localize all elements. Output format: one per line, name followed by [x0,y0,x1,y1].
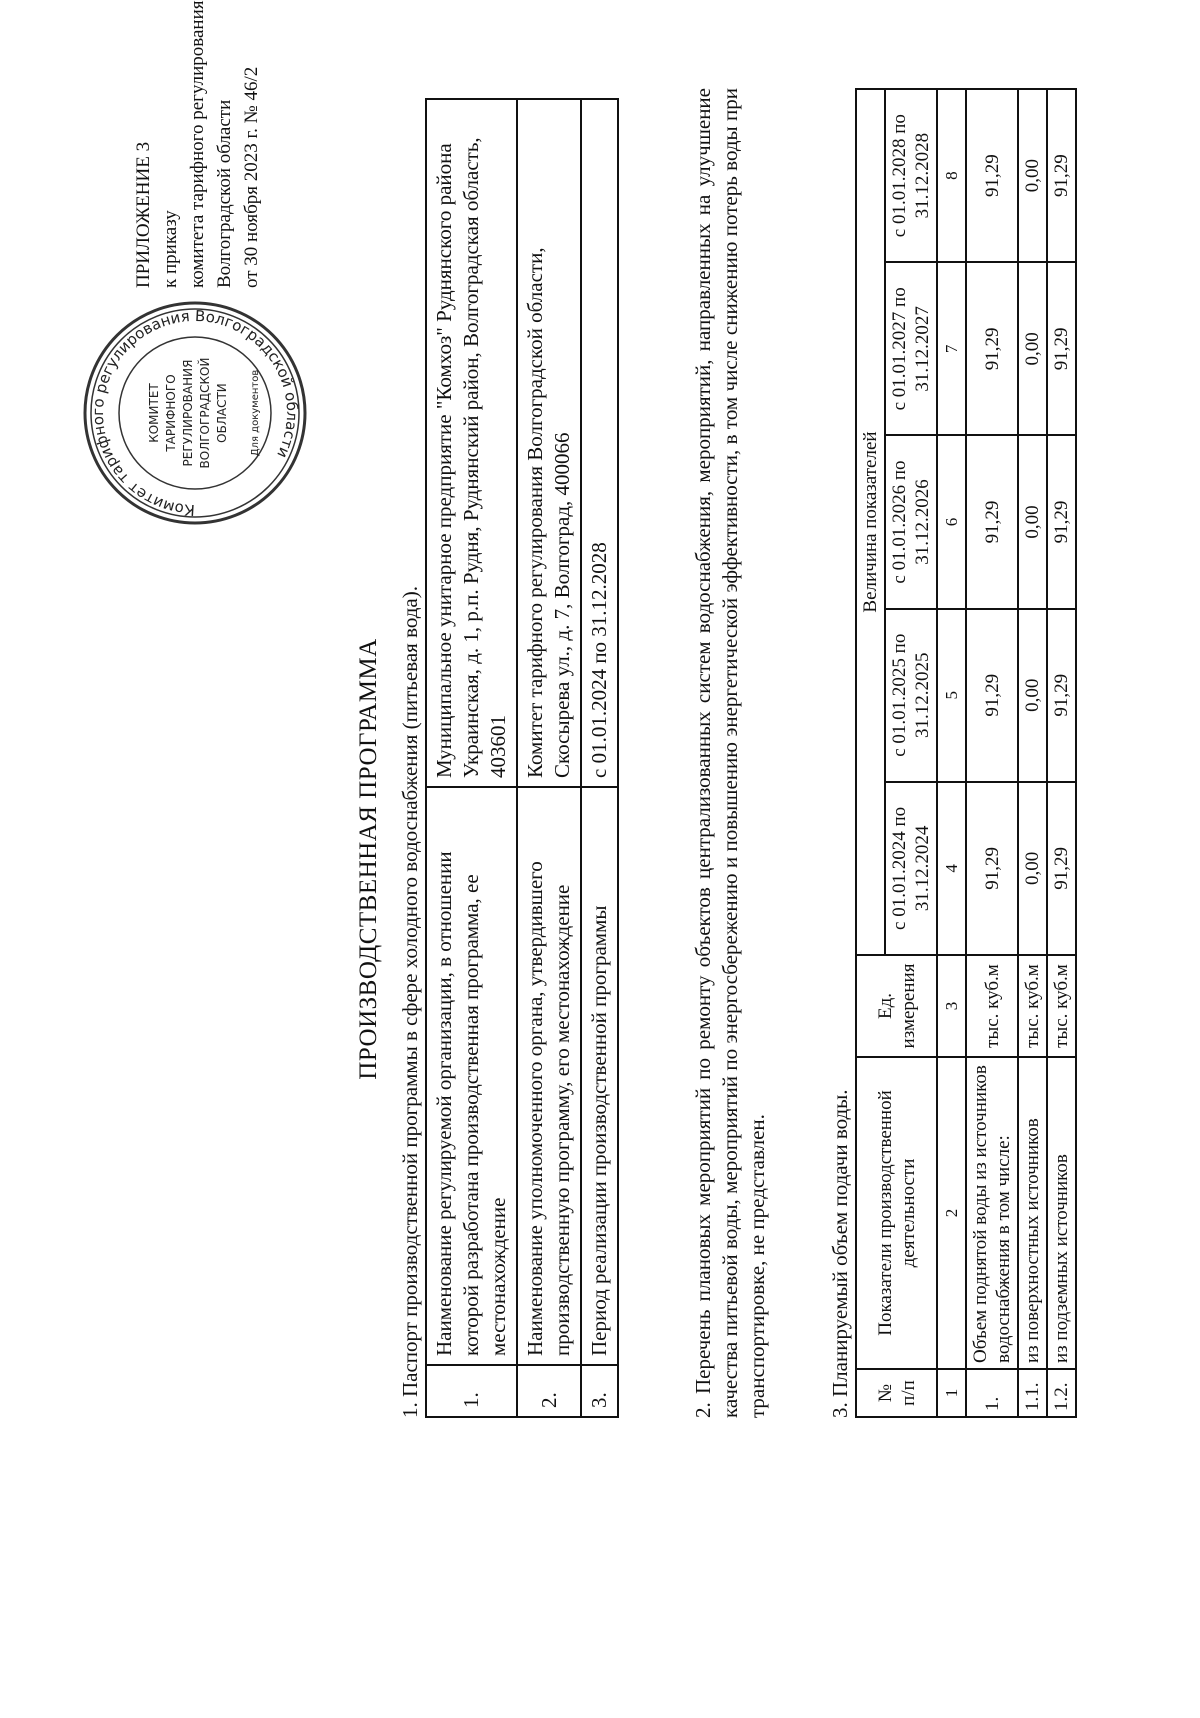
row-value: 0,00 [1018,262,1047,435]
table-row [1047,89,1076,1417]
col-number: 3 [937,955,966,1057]
document-title: ПРОИЗВОДСТВЕННАЯ ПРОГРАММА [355,638,382,1080]
col-number: 4 [937,782,966,955]
table-column-numbers-row [937,89,966,1417]
col-number: 2 [937,1057,966,1369]
passport-row-label: Наименование регулируемой организации, в отношении которой разработана производственная программа, ее местонахождение [426,787,517,1365]
passport-row-number: 2. [517,1365,581,1417]
passport-row-label: Период реализации производственной программы [581,787,618,1365]
col-number: 1 [937,1369,966,1417]
svg-text:ОБЛАСТИ: ОБЛАСТИ [215,383,229,443]
row-value: 91,29 [966,89,1018,262]
row-value: 91,29 [966,782,1018,955]
col-header-values-group: Величина показателей [856,89,885,955]
row-indicator: из поверхностных источников [1018,1057,1047,1369]
official-seal-stamp [80,298,310,528]
svg-text:РЕГУЛИРОВАНИЯ: РЕГУЛИРОВАНИЯ [181,359,195,467]
row-unit: тыс. куб.м [966,955,1018,1057]
row-number: 1.2. [1047,1369,1076,1417]
row-value: 91,29 [1047,435,1076,608]
passport-table [425,98,619,1418]
col-header-unit: Ед. измерения [856,955,937,1057]
row-indicator: Объем поднятой воды из источников водоснабжения в том числе: [966,1057,1018,1369]
passport-row-value [426,99,517,787]
row-value: 91,29 [1047,89,1076,262]
row-indicator: из подземных источников [1047,1057,1076,1369]
row-value: 0,00 [1018,89,1047,262]
col-number: 5 [937,609,966,782]
program-period: с 01.01.2024 по 31.12.2028 [587,542,611,778]
appendix-line-region: Волгоградской области [214,99,235,288]
col-number: 8 [937,89,966,262]
row-value: 0,00 [1018,609,1047,782]
appendix-line-order: к приказу [160,210,181,288]
svg-text:Комитет тарифного регулировани: Комитет тарифного регулирования Волгоградской области [88,306,302,520]
organization-name: Муниципальное унитарное предприятие "Комхоз" Руднянского района [432,143,456,778]
svg-text:ТАРИФНОГО: ТАРИФНОГО [164,374,178,452]
table-row [966,89,1018,1417]
table-row [581,99,618,1417]
row-value: 91,29 [966,609,1018,782]
col-header-period: с 01.01.2027 по 31.12.2027 [885,262,937,435]
row-value: 91,29 [1047,262,1076,435]
svg-text:ВОЛГОГРАДСКОЙ: ВОЛГОГРАДСКОЙ [198,357,212,469]
passport-row-value [517,99,581,787]
row-value: 0,00 [1018,435,1047,608]
row-unit: тыс. куб.м [1018,955,1047,1057]
authority-address: Скосырева ул., д. 7, Волгоград, 400066 [550,432,574,778]
col-header-period: с 01.01.2028 по 31.12.2028 [885,89,937,262]
appendix-number: ПРИЛОЖЕНИЕ 3 [133,141,154,288]
row-number: 1. [966,1369,1018,1417]
row-unit: тыс. куб.м [1047,955,1076,1057]
col-header-period: с 01.01.2025 по 31.12.2025 [885,609,937,782]
section3-heading: 3. Планируемый объем подачи воды. [828,1089,852,1418]
col-header-indicator: Показатели производственной деятельности [856,1057,937,1369]
row-value: 91,29 [1047,609,1076,782]
organization-address: Украинская, д. 1, р.п. Рудня, Руднянский район, Волгоградская область, 403601 [459,137,510,778]
col-header-period: с 01.01.2024 по 31.12.2024 [885,782,937,955]
appendix-line-committee: комитета тарифного регулирования [187,0,208,288]
passport-row-number: 1. [426,1365,517,1417]
svg-text:Для документов: Для документов [250,369,261,457]
table-row [426,99,517,1417]
passport-row-number: 3. [581,1365,618,1417]
row-value: 91,29 [966,435,1018,608]
authority-name: Комитет тарифного регулирования Волгоградской области, [523,247,547,778]
water-volume-table [855,88,1077,1418]
row-value: 0,00 [1018,782,1047,955]
col-number: 6 [937,435,966,608]
row-value: 91,29 [1047,782,1076,955]
section1-heading: 1. Паспорт производственной программы в сфере холодного водоснабжения (питьевая вода). [398,586,422,1418]
section2-paragraph: 2. Перечень плановых мероприятий по ремонту объектов централизованных систем водоснабжения, мероприятий, направленных на улучшение качества питьевой воды, мероприятий по энергосбережению и повышению энергетической эффективности, в том числе снижению потерь воды при транспортировке, не представлен. [691,88,769,1418]
col-header-number: № п/п [856,1369,937,1417]
svg-text:КОМИТЕТ: КОМИТЕТ [147,383,161,443]
appendix-header [130,0,265,288]
table-row [517,99,581,1417]
col-number: 7 [937,262,966,435]
appendix-line-date: от 30 ноября 2023 г. № 46/2 [241,66,262,288]
passport-row-label: Наименование уполномоченного органа, утвердившего производственную программу, его местонахождение [517,787,581,1365]
col-header-period: с 01.01.2026 по 31.12.2026 [885,435,937,608]
row-number: 1.1. [1018,1369,1047,1417]
passport-row-value [581,99,618,787]
table-row [1018,89,1047,1417]
row-value: 91,29 [966,262,1018,435]
table-header-row [856,89,885,1417]
